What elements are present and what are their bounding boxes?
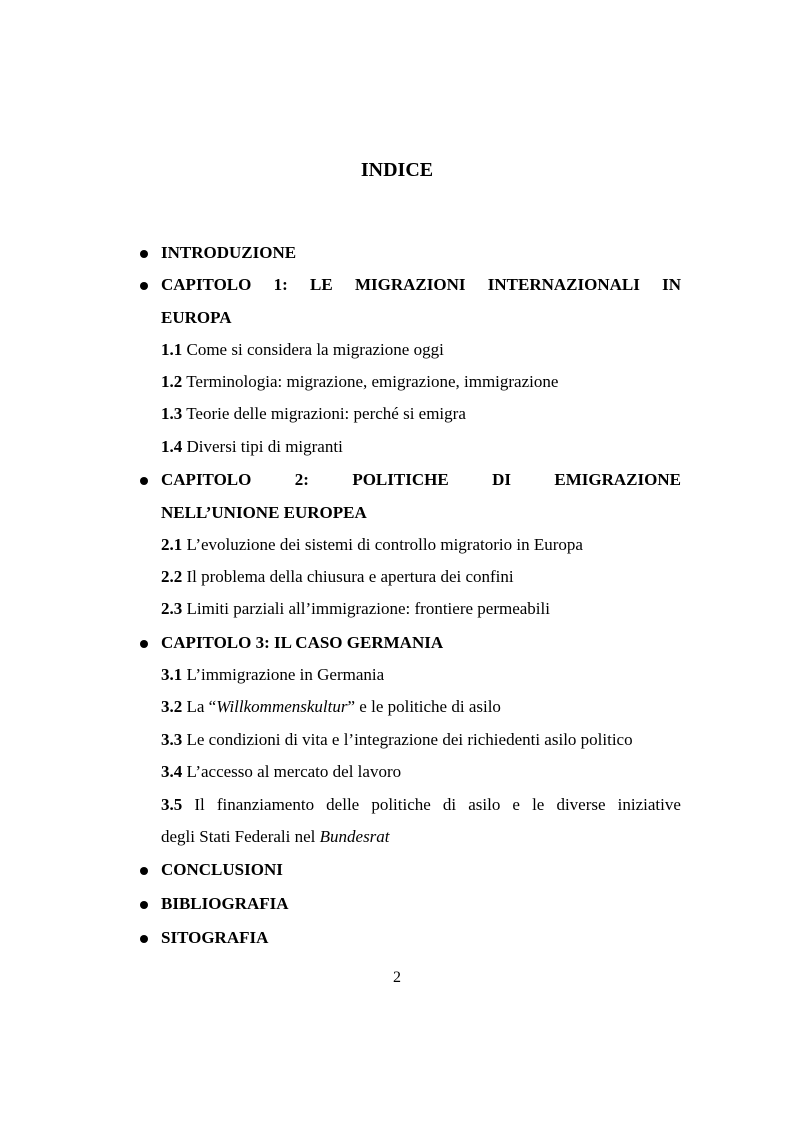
toc-section-2-2[interactable] (161, 567, 514, 587)
section-number: 2.2 (161, 567, 183, 586)
toc-word: finanziamento (216, 795, 315, 814)
bullet-icon (140, 935, 148, 943)
section-title: Come si considera la migrazione oggi (186, 340, 444, 359)
toc-word: MIGRAZIONI (354, 275, 466, 294)
toc-capitolo-1[interactable] (161, 275, 681, 295)
section-title: Limiti parziali all’immigrazione: frontiere permeabili (186, 599, 550, 618)
bullet-icon (140, 477, 148, 485)
bullet-icon (140, 867, 148, 875)
toc-section-3-5[interactable] (161, 795, 681, 815)
toc-bibliografia[interactable]: BIBLIOGRAFIA (161, 894, 289, 913)
toc-section-3-2[interactable] (161, 697, 501, 717)
section-title-italic: Bundesrat (319, 827, 390, 846)
toc-section-3-1[interactable] (161, 665, 384, 685)
toc-word: delle (326, 795, 360, 814)
toc-word: di (442, 795, 457, 814)
toc-word: LE (310, 275, 333, 294)
section-number: 1.4 (161, 437, 183, 456)
section-title-pre: degli Stati Federali nel (161, 827, 320, 846)
page-number: 2 (393, 969, 401, 986)
toc-section-2-3[interactable] (161, 599, 550, 619)
section-title: L’evoluzione dei sistemi di controllo migratorio in Europa (186, 535, 583, 554)
toc-word: iniziative (617, 795, 681, 814)
toc-word: politiche (371, 795, 431, 814)
bullet-icon (140, 640, 148, 648)
toc-word: e (512, 795, 520, 814)
section-title: Il problema della chiusura e apertura dei confini (186, 567, 514, 586)
toc-capitolo-2[interactable] (161, 470, 681, 490)
toc-section-3-5-continued[interactable] (161, 827, 390, 847)
section-title-post: ” e le politiche di asilo (347, 697, 501, 716)
section-number: 3.4 (161, 762, 183, 781)
toc-section-1-1[interactable] (161, 340, 444, 360)
section-title-italic: Willkommenskultur (216, 697, 348, 716)
toc-section-3-4[interactable] (161, 762, 401, 782)
section-number: 3.3 (161, 730, 183, 749)
toc-section-2-1[interactable] (161, 535, 583, 555)
section-number: 2.1 (161, 535, 183, 554)
toc-section-1-3[interactable] (161, 404, 466, 424)
toc-section-1-4[interactable] (161, 437, 343, 457)
toc-word: 1: (273, 275, 288, 294)
page-title: INDICE (360, 159, 434, 181)
toc-section-1-2[interactable] (161, 372, 558, 392)
toc-sitografia[interactable]: SITOGRAFIA (161, 928, 269, 947)
toc-word: diverse (556, 795, 606, 814)
section-title-pre: La “ (186, 697, 217, 716)
section-title: L’accesso al mercato del lavoro (186, 762, 402, 781)
toc-word: DI (492, 470, 511, 489)
section-title: L’immigrazione in Germania (186, 665, 385, 684)
toc-section-3-3[interactable] (161, 730, 633, 750)
toc-word: POLITICHE (352, 470, 449, 489)
toc-word: EMIGRAZIONE (554, 470, 681, 489)
section-number: 1.3 (161, 404, 183, 423)
toc-word: IN (662, 275, 681, 294)
toc-capitolo-3[interactable]: CAPITOLO 3: IL CASO GERMANIA (161, 633, 444, 652)
toc-conclusioni[interactable]: CONCLUSIONI (161, 860, 283, 879)
toc-word: 2: (294, 470, 309, 489)
toc-capitolo-1-continued[interactable]: EUROPA (161, 308, 232, 327)
section-title: Terminologia: migrazione, emigrazione, immigrazione (186, 372, 559, 391)
toc-word: CAPITOLO (161, 275, 252, 294)
section-title: Diversi tipi di migranti (186, 437, 343, 456)
bullet-icon (140, 282, 148, 290)
section-number: 3.5 (161, 795, 183, 814)
section-number: 1.2 (161, 372, 183, 391)
section-number: 2.3 (161, 599, 183, 618)
section-number: 3.2 (161, 697, 183, 716)
toc-capitolo-2-continued[interactable]: NELL’UNIONE EUROPEA (161, 503, 367, 522)
toc-word: CAPITOLO (161, 470, 252, 489)
section-title: Le condizioni di vita e l’integrazione dei richiedenti asilo politico (186, 730, 633, 749)
bullet-icon (140, 250, 148, 258)
toc-word: Il (194, 795, 205, 814)
toc-introduzione[interactable]: INTRODUZIONE (161, 243, 297, 262)
section-title: Teorie delle migrazioni: perché si emigra (186, 404, 466, 423)
bullet-icon (140, 901, 148, 909)
toc-word: asilo (468, 795, 501, 814)
toc-word: le (532, 795, 545, 814)
toc-word: INTERNAZIONALI (487, 275, 640, 294)
section-number: 1.1 (161, 340, 183, 359)
section-number: 3.1 (161, 665, 183, 684)
